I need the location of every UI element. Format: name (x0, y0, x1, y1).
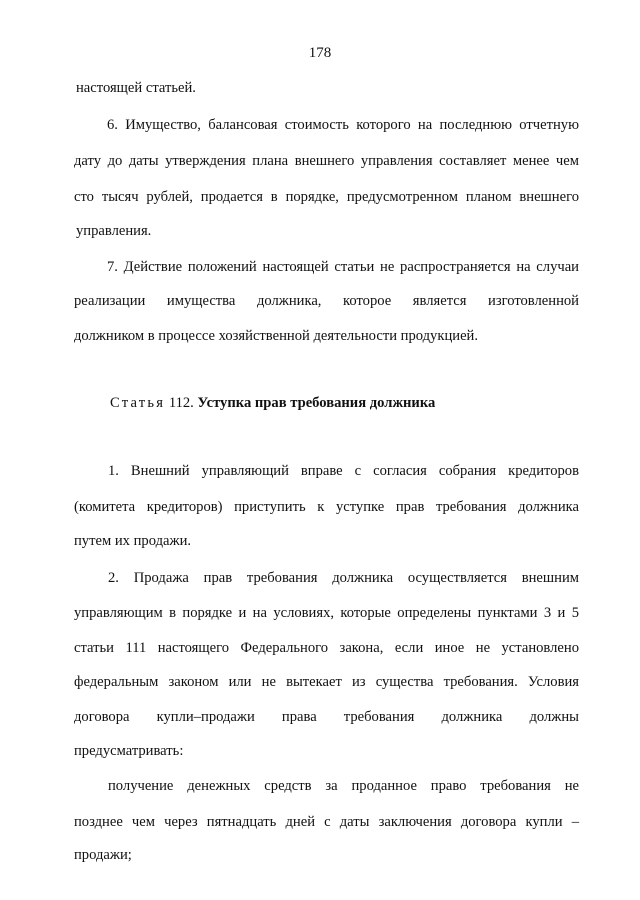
text-line-9: 1. Внешний управляющий вправе с согласия собрания кредиторов (108, 463, 579, 479)
text-line-14: статьи 111 настоящего Федерального закона, если иное не установлено (74, 640, 579, 656)
article-title: Уступка прав требования должника (197, 395, 436, 411)
text-line-19: позднее чем через пятнадцать дней с даты заключения договора купли – (74, 814, 579, 830)
text-line-11: путем их продажи. (74, 533, 192, 549)
text-line-7: реализации имущества должника, которое является изготовленной (74, 293, 579, 309)
text-line-15: федеральным законом или не вытекает из существа требования. Условия (74, 674, 579, 690)
text-line-6: 7. Действие положений настоящей статьи не распространяется на случаи (107, 259, 579, 275)
text-line-10: (комитета кредиторов) приступить к уступке прав требования должника (74, 499, 579, 515)
text-line-17: предусматривать: (74, 743, 184, 759)
text-line-4: сто тысяч рублей, продается в порядке, предусмотренном планом внешнего (74, 189, 579, 205)
text-line-1: настоящей статьей. (76, 80, 196, 96)
article-heading (110, 394, 640, 412)
text-line-3: дату до даты утверждения плана внешнего управления составляет менее чем (74, 153, 579, 169)
text-line-16: договора купли–продажи права требования должника должны (74, 709, 579, 725)
text-line-20: продажи; (74, 847, 132, 863)
text-line-2: 6. Имущество, балансовая стоимость которого на последнюю отчетную (107, 117, 579, 133)
text-line-12: 2. Продажа прав требования должника осуществляется внешним (108, 570, 579, 586)
article-prefix: Статья (110, 395, 166, 411)
text-line-5: управления. (76, 223, 152, 239)
text-line-8: должником в процессе хозяйственной деятельности продукцией. (74, 328, 478, 344)
text-line-18: получение денежных средств за проданное право требования не (108, 778, 579, 794)
article-number: 112. (168, 395, 194, 411)
page-number: 178 (308, 45, 332, 61)
text-line-13: управляющим в порядке и на условиях, которые определены пунктами 3 и 5 (74, 605, 579, 621)
